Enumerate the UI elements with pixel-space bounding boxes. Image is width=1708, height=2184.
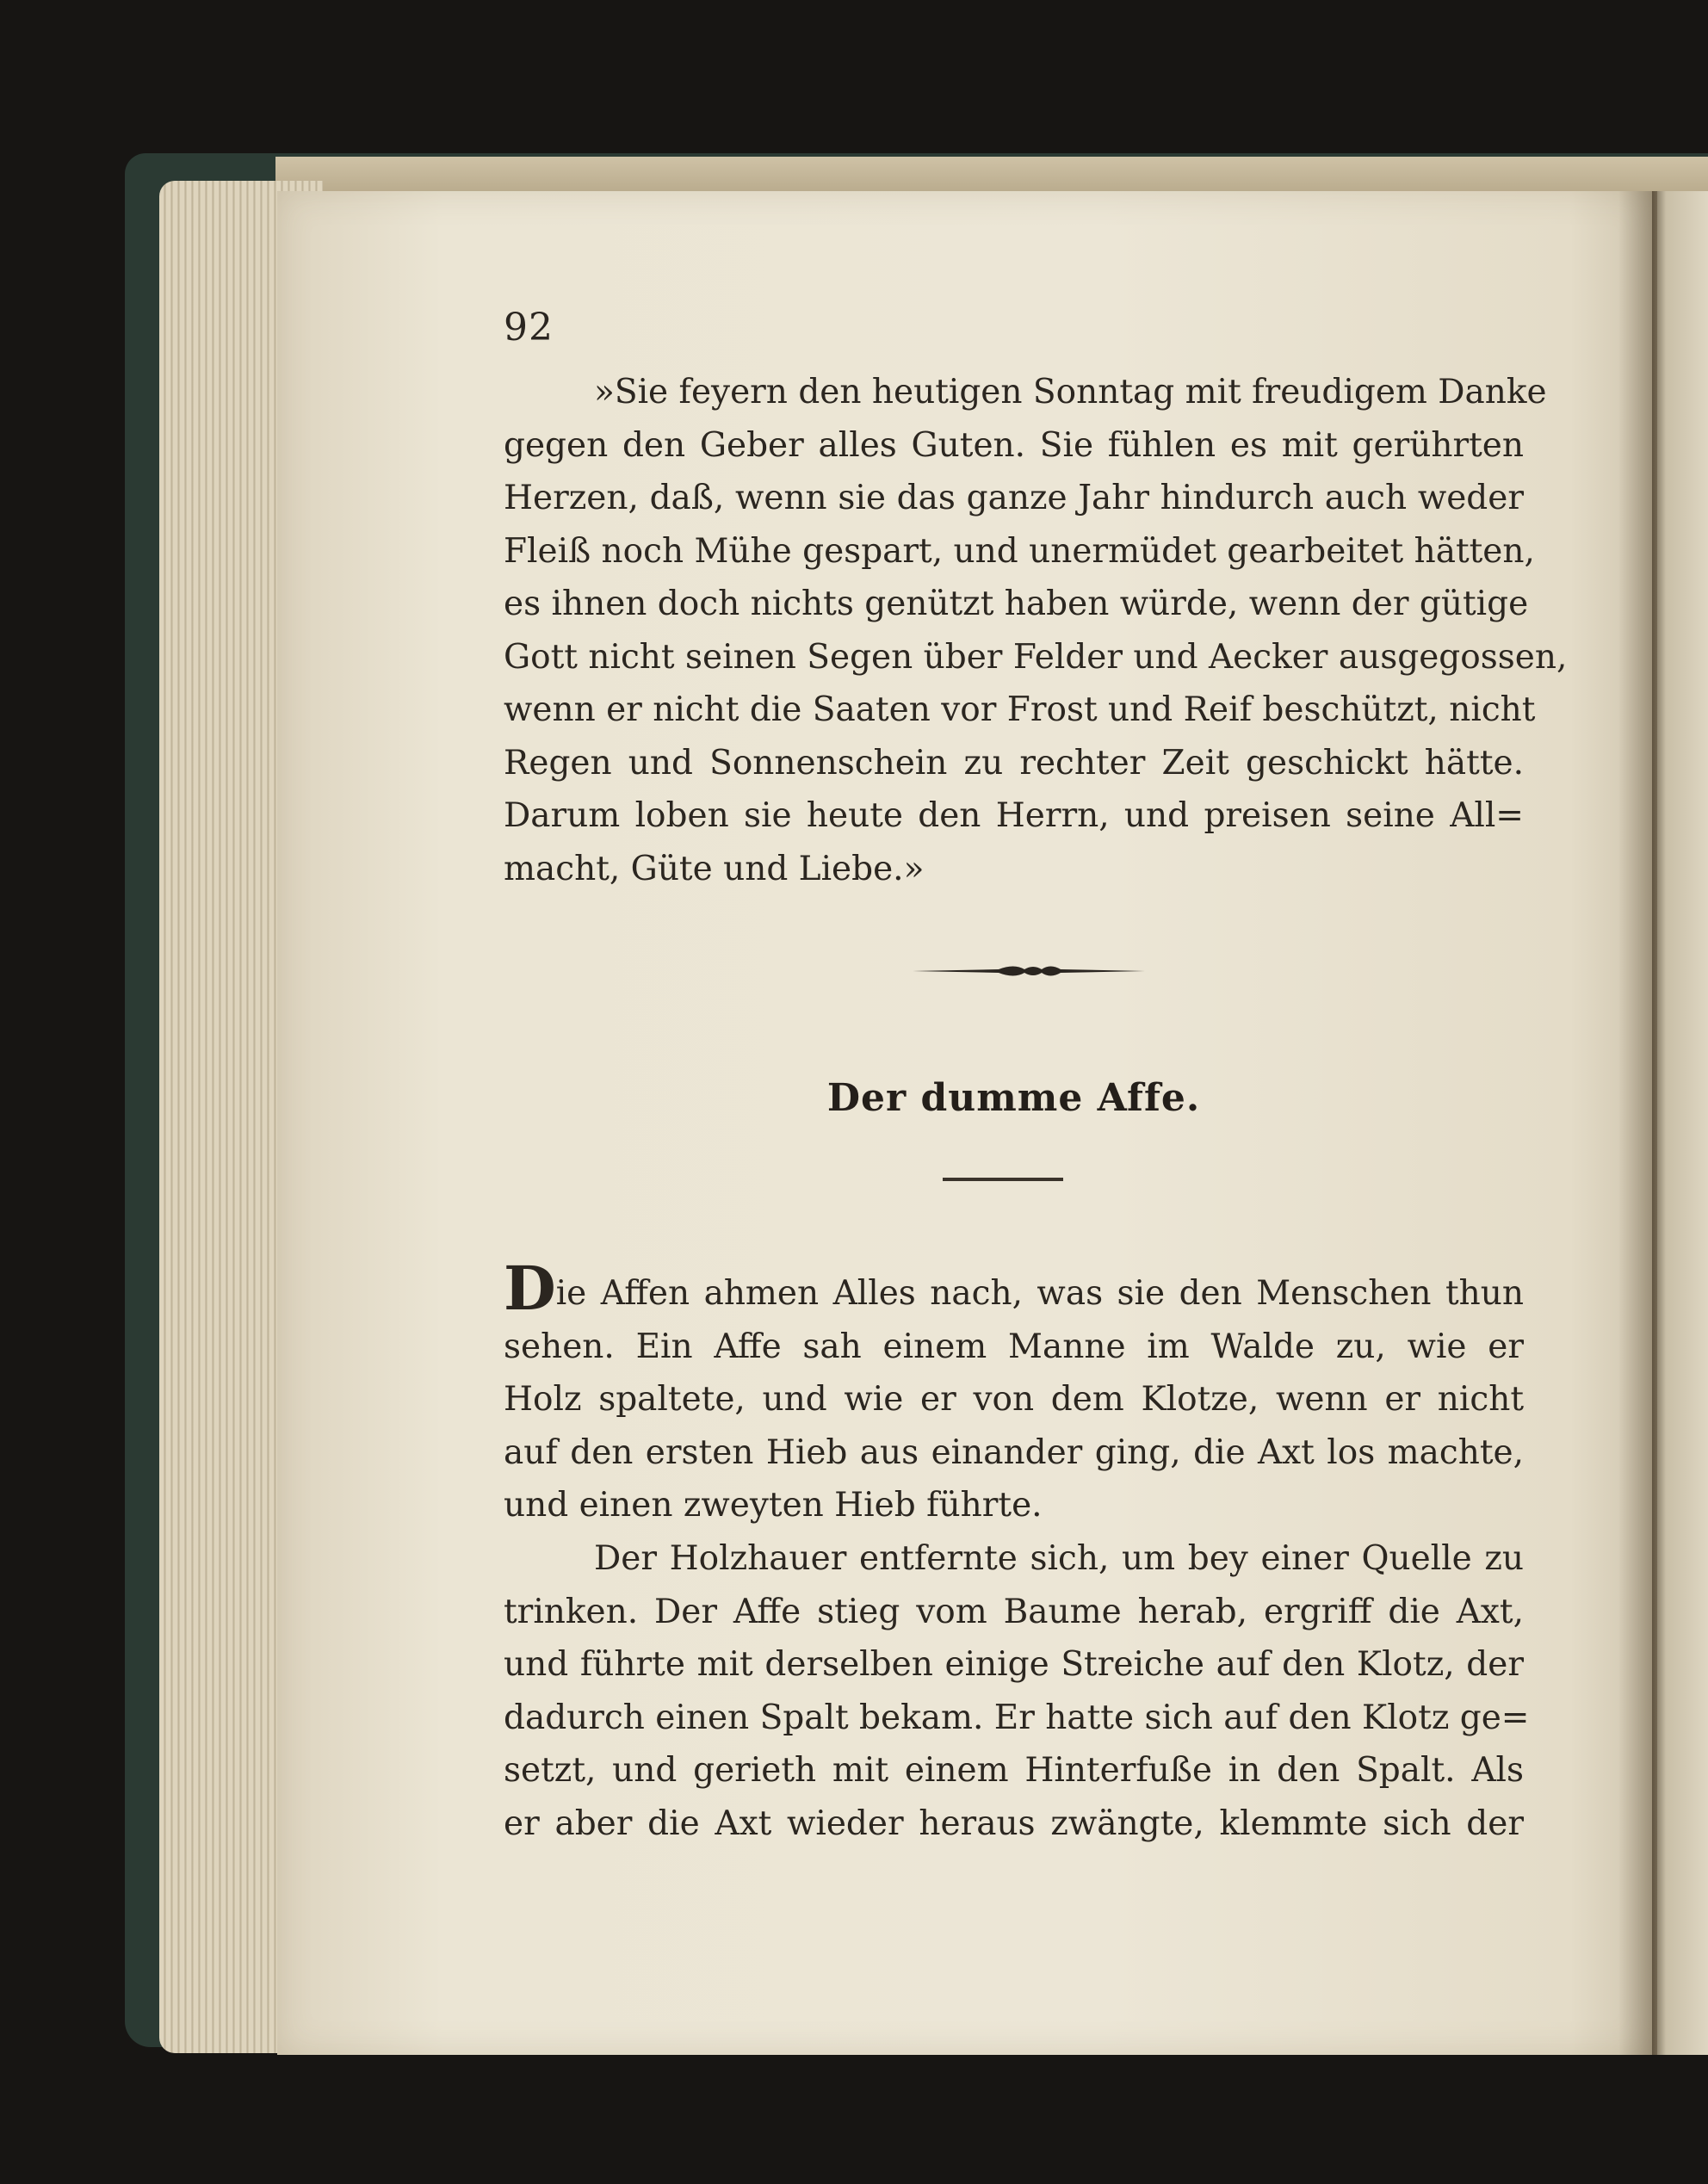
spine-shadow: [1618, 191, 1657, 2055]
text-line: sehen. Ein Affe sah einem Manne im Walde zu, wie er: [504, 1327, 1524, 1366]
book-top-edge: [275, 157, 1708, 193]
text-line: es ihnen doch nichts genützt haben würde, wenn der gütige: [504, 585, 1529, 623]
page-number: 92: [504, 306, 554, 350]
text-line: wenn er nicht die Saaten vor Frost und Reif beschützt, nicht: [504, 690, 1536, 729]
text-line: Gott nicht seinen Segen über Felder und Aecker ausgegossen,: [504, 637, 1568, 677]
text-line: dadurch einen Spalt bekam. Er hatte sich auf den Klotz ge=: [504, 1698, 1530, 1737]
text-line: Der Holzhauer entfernte sich, um bey einer Quelle zu: [594, 1539, 1524, 1578]
story-paragraph-2: [504, 1532, 1530, 1850]
text-line: Regen und Sonnenschein zu rechter Zeit geschickt hätte.: [504, 743, 1524, 783]
text-line: auf den ersten Hieb aus einander ging, die Axt los machte,: [504, 1432, 1524, 1472]
text-line: Darum loben sie heute den Herrn, und preisen seine All=: [504, 796, 1524, 835]
paragraph-closing-quote: [504, 366, 1568, 895]
text-line: Holz spaltete, und wie er von dem Klotze, wenn er nicht: [504, 1380, 1524, 1419]
text-line: gegen den Geber alles Guten. Sie fühlen es mit gerührten: [504, 425, 1524, 465]
text-line: trinken. Der Affe stieg vom Baume herab, ergriff die Axt,: [504, 1592, 1524, 1631]
text-line: setzt, und gerieth mit einem Hinterfuße in den Spalt. Als: [504, 1751, 1524, 1790]
text-line: macht, Güte und Liebe.»: [504, 849, 925, 888]
story-paragraph-1: [504, 1253, 1524, 1532]
text-line: Herzen, daß, wenn sie das ganze Jahr hindurch auch weder: [504, 479, 1524, 517]
text-line: und führte mit derselben einige Streiche auf den Klotz, der: [504, 1645, 1524, 1684]
story-title: Der dumme Affe.: [826, 1076, 1201, 1120]
drop-cap: D: [504, 1253, 556, 1324]
title-rule: [943, 1178, 1063, 1181]
text-line: Fleiß noch Mühe gespart, und unermüdet gearbeitet hätten,: [504, 531, 1535, 571]
text-line-first: [504, 1253, 1524, 1324]
text-line: er aber die Axt wieder heraus zwängte, klemmte sich der: [504, 1804, 1524, 1843]
next-page-edge: [1652, 191, 1708, 2055]
ornament-divider: [913, 958, 1145, 984]
text-line: und einen zweyten Hieb führte.: [504, 1486, 1043, 1525]
first-line-text: ie Affen ahmen Alles nach, was sie den Menschen thun: [555, 1274, 1524, 1313]
text-line: »Sie feyern den heutigen Sonntag mit freudigem Danke: [594, 373, 1547, 411]
